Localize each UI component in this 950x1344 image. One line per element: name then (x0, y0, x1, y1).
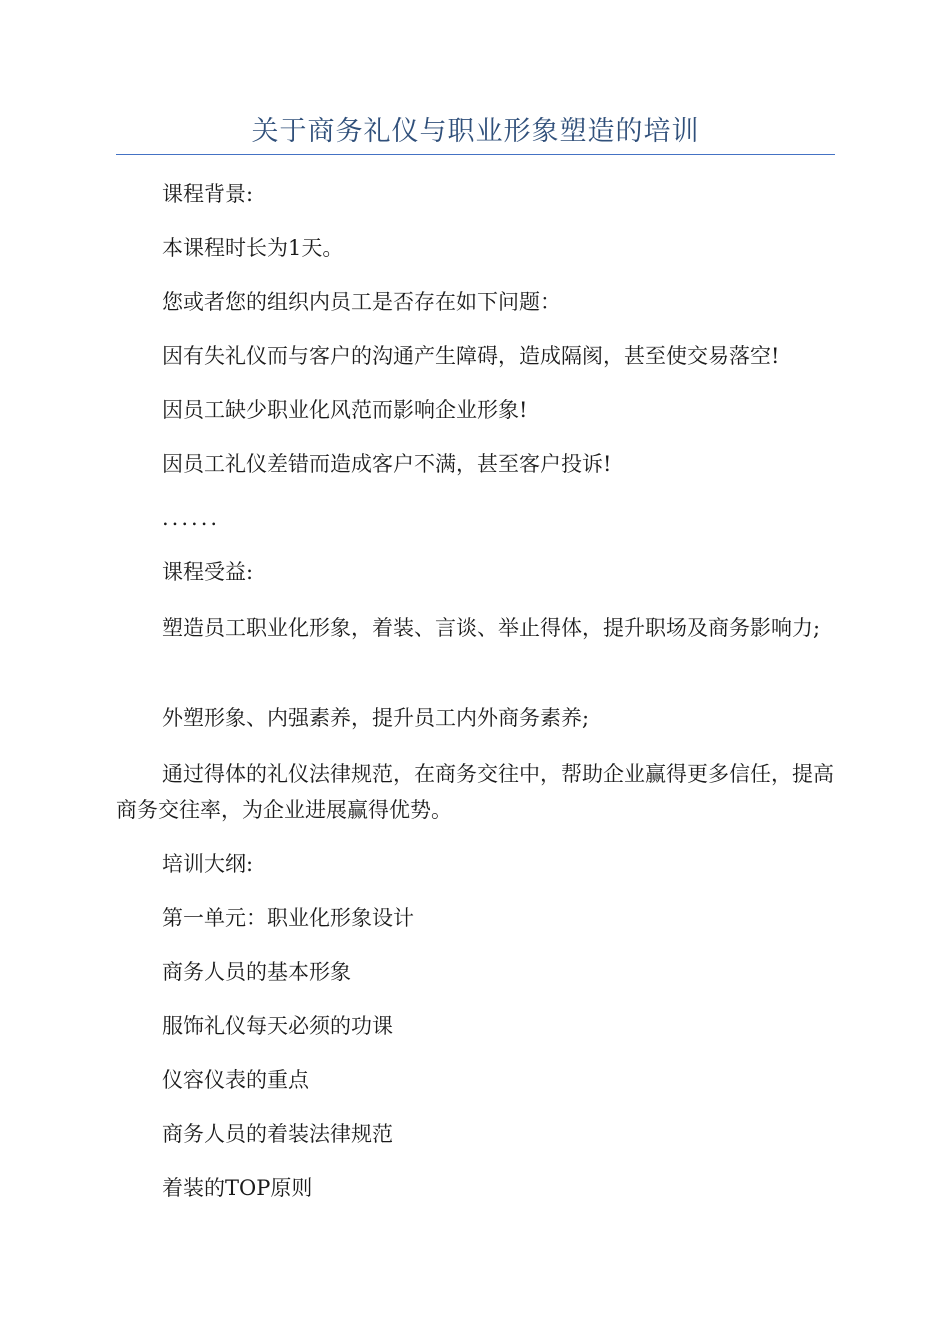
paragraph-benefit-1: 塑造员工职业化形象，着装、言谈、举止得体，提升职场及商务影响力; (162, 616, 821, 640)
paragraph-question-intro: 您或者您的组织内员工是否存在如下问题： (162, 290, 561, 314)
paragraph-outline-item-3: 仪容仪表的重点 (162, 1068, 309, 1092)
paragraph-course-benefits-heading: 课程受益: (162, 560, 254, 584)
paragraph-outline-item-5: 着装的TOP原则 (162, 1176, 313, 1200)
paragraph-ellipsis: ...... (162, 506, 221, 530)
paragraph-outline-item-4: 商务人员的着装法律规范 (162, 1122, 393, 1146)
paragraph-benefit-3: 通过得体的礼仪法律规范，在商务交往中，帮助企业赢得更多信任，提高商务交往率，为企业进展赢得优势。 (116, 762, 834, 822)
paragraph-course-duration: 本课程时长为1天。 (162, 236, 344, 260)
document-title: 关于商务礼仪与职业形象塑造的培训 (251, 116, 700, 147)
paragraph-outline-item-1: 商务人员的基本形象 (162, 960, 351, 984)
paragraph-training-outline-heading: 培训大纲: (162, 852, 254, 876)
title-underline (116, 154, 835, 155)
paragraph-benefit-2: 外塑形象、内强素养，提升员工内外商务素养; (162, 706, 590, 730)
paragraph-problem-2: 因员工缺少职业化风范而影响企业形象! (162, 398, 528, 422)
paragraph-problem-1: 因有失礼仪而与客户的沟通产生障碍，造成隔阂，甚至使交易落空! (162, 344, 780, 368)
paragraph-outline-item-2: 服饰礼仪每天必须的功课 (162, 1014, 393, 1038)
paragraph-problem-3: 因员工礼仪差错而造成客户不满，甚至客户投诉! (162, 452, 612, 476)
paragraph-course-background-heading: 课程背景: (162, 182, 254, 206)
paragraph-unit-1: 第一单元：职业化形象设计 (162, 906, 414, 930)
